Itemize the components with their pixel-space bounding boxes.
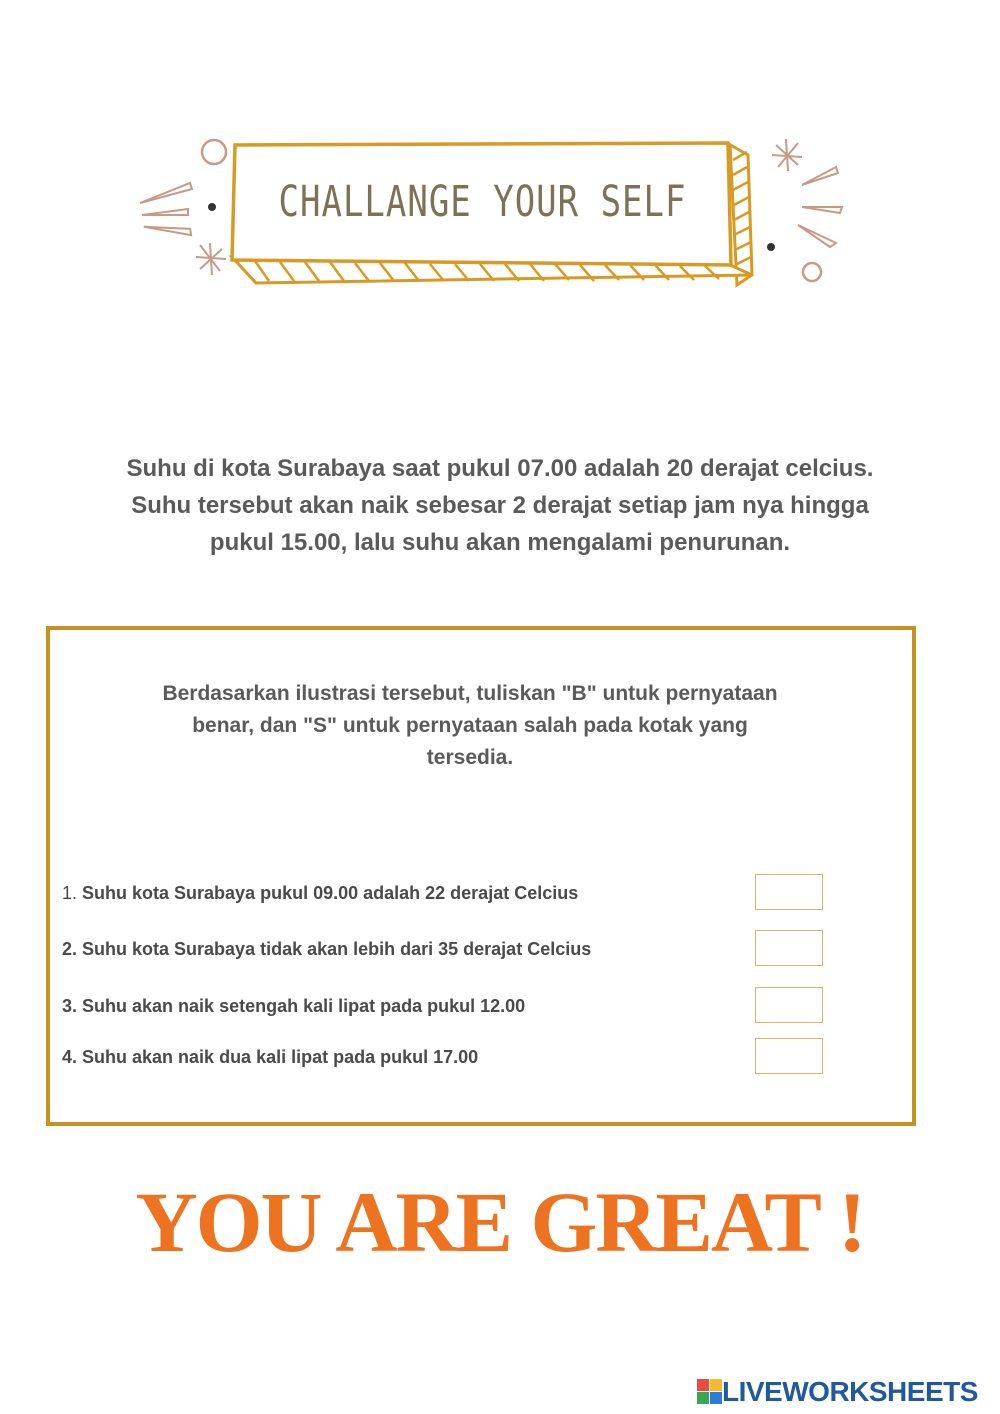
answer-box-2[interactable]	[755, 930, 823, 966]
circle-doodle-icon	[202, 140, 226, 164]
statement-number: 4.	[62, 1046, 78, 1067]
statement-text: Suhu kota Surabaya tidak akan lebih dari 35 derajat Celcius	[82, 938, 592, 959]
answer-box-4[interactable]	[755, 1038, 823, 1074]
statement-text: Suhu kota Surabaya pukul 09.00 adalah 22 derajat Celcius	[82, 882, 579, 903]
statement-text: Suhu akan naik dua kali lipat pada pukul 17.00	[82, 1046, 479, 1067]
statement-item	[62, 987, 742, 1025]
instruction-line: benar, dan "S" untuk pernyataan salah pada kotak yang	[192, 714, 748, 737]
statement-item	[62, 874, 742, 912]
spark-lines-icon	[798, 167, 842, 247]
intro-line: Suhu di kota Surabaya saat pukul 07.00 adalah 20 derajat celcius.	[126, 455, 874, 482]
dot-icon	[767, 243, 775, 251]
star-burst-icon	[196, 243, 226, 275]
instruction-line: tersedia.	[426, 746, 514, 769]
instruction-text	[110, 678, 830, 774]
statement-number: 3.	[62, 995, 78, 1016]
instruction-line: Berdasarkan ilustrasi tersebut, tuliskan "B" untuk pernyataan	[162, 682, 778, 705]
statement-number: 1.	[62, 882, 78, 903]
statement-text: Suhu akan naik setengah kali lipat pada pukul 12.00	[82, 995, 526, 1016]
circle-doodle-icon	[803, 263, 821, 281]
liveworksheets-logo-icon	[697, 1379, 723, 1405]
intro-line: Suhu tersebut akan naik sebesar 2 derajat setiap jam nya hingga	[131, 492, 869, 519]
spark-lines-icon	[140, 183, 192, 235]
statement-number: 2.	[62, 938, 78, 959]
star-burst-icon	[772, 139, 802, 171]
intro-line: pukul 15.00, lalu suhu akan mengalami penurunan.	[209, 529, 791, 556]
closing-message: YOU ARE GREAT !	[135, 1174, 865, 1270]
statement-item	[62, 1038, 742, 1076]
answer-box-1[interactable]	[755, 874, 823, 910]
statement-item	[62, 930, 742, 968]
watermark-text: LIVEWORKSHEETS	[722, 1376, 978, 1407]
answer-box-3[interactable]	[755, 987, 823, 1023]
intro-paragraph	[40, 450, 960, 561]
dot-icon	[208, 203, 216, 211]
page-title: CHALLANGE YOUR SELF	[278, 177, 687, 227]
